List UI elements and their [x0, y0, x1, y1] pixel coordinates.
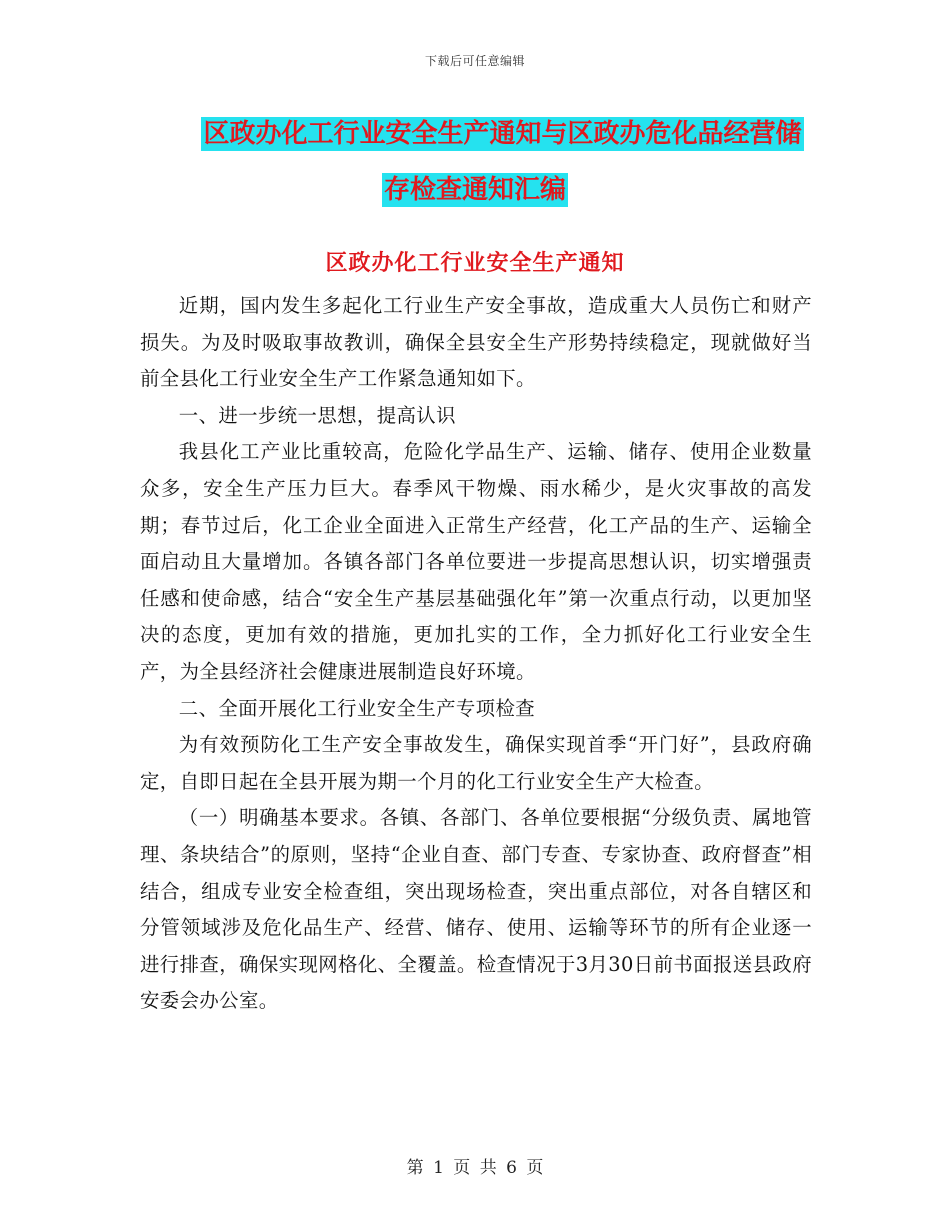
paragraph: 近期，国内发生多起化工行业生产安全事故，造成重大人员伤亡和财产损失。为及时吸取事故教训，确保全县安全生产形势持续稳定，现就做好当前全县化工行业安全生产工作紧急通知如下。	[140, 294, 812, 391]
paragraph: 一、进一步统一思想，提高认识	[178, 403, 456, 427]
document-body	[140, 288, 812, 1020]
paragraph: 二、全面开展化工行业安全生产专项检查	[178, 696, 536, 720]
document-title-line-1: 区政办化工行业安全生产通知与区政办危化品经营储	[203, 119, 802, 149]
section-title: 区政办化工行业安全生产通知	[325, 250, 625, 276]
paragraph: 我县化工产业比重较高，危险化学品生产、运输、储存、使用企业数量众多，安全生产压力巨大。春季风干物燥、雨水稀少，是火灾事故的高发期；春节过后，化工企业全面进入正常生产经营，化工产品的生产、运输全面启动且大量增加。各镇各部门各单位要进一步提高思想认识，切实增强责任感和使命感，结合“安全生产基层基础强化年”第一次重点行动，以更加坚决的态度，更加有效的措施，更加扎实的工作，全力抓好化工行业安全生产，为全县经济社会健康进展制造良好环境。	[140, 440, 812, 683]
document-title	[0, 106, 950, 218]
page-header-note: 下载后可任意编辑	[424, 54, 525, 68]
document-title-line-2: 存检查通知汇编	[383, 175, 566, 205]
page-number-footer: 第 1 页 共 6 页	[406, 1158, 544, 1178]
paragraph: 为有效预防化工生产安全事故发生，确保实现首季“开门好”，县政府确定，自即日起在全县开展为期一个月的化工行业安全生产大检查。	[140, 733, 812, 793]
paragraph: （一）明确基本要求。各镇、各部门、各单位要根据“分级负责、属地管理、条块结合”的原则，坚持“企业自查、部门专查、专家协查、政府督查”相结合，组成专业安全检查组，突出现场检查，突出重点部位，对各自辖区和分管领域涉及危化品生产、经营、储存、使用、运输等环节的所有企业逐一进行排查，确保实现网格化、全覆盖。检查情况于3月30日前书面报送县政府安委会办公室。	[140, 806, 812, 1013]
